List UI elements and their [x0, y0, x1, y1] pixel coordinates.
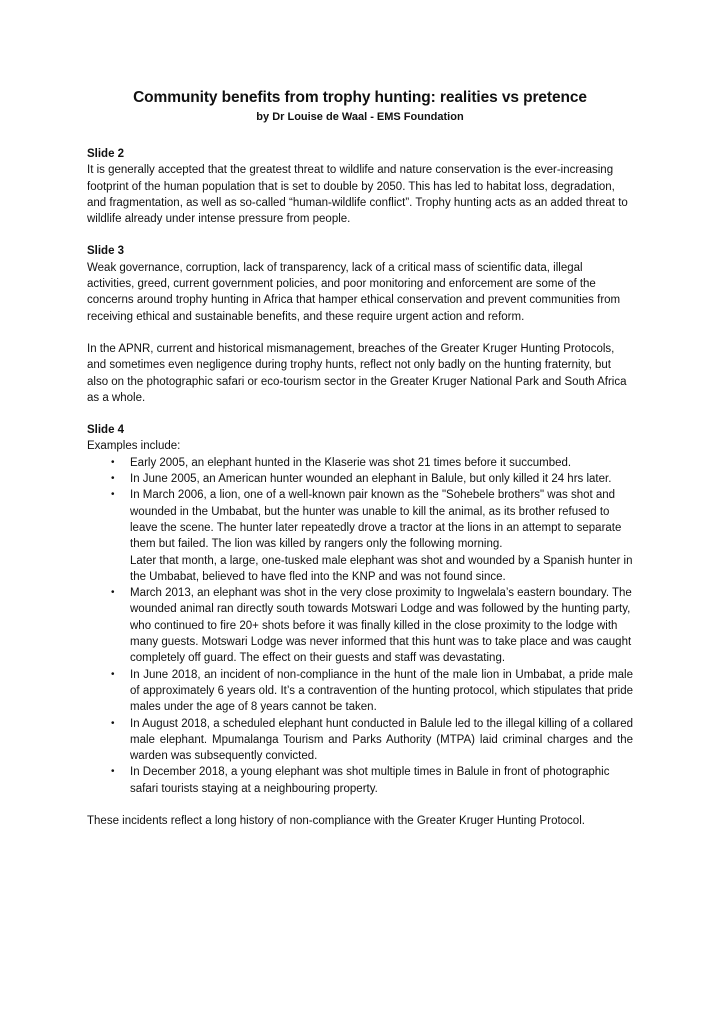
document-title: Community benefits from trophy hunting: realities vs pretence [133, 89, 587, 106]
slide-4-intro: Examples include: [87, 440, 181, 453]
bullet-icon: • [111, 766, 115, 778]
slide-2-heading: Slide 2 [87, 148, 125, 160]
document-byline: by Dr Louise de Waal - EMS Foundation [256, 111, 464, 123]
list-item [87, 487, 633, 585]
spacer [87, 227, 633, 243]
list-item-text: In August 2018, a scheduled elephant hunt conducted in Balule led to the illegal killing of a collared male elephant. Mpumalanga Tourism and Parks Authority (MTPA) laid criminal charges and the warden was subsequently convicted. [130, 717, 633, 763]
spacer [87, 797, 633, 813]
list-item-text: In December 2018, a young elephant was shot multiple times in Balule in front of photographic safari tourists staying at a neighbouring property. [130, 766, 610, 795]
bullet-icon: • [111, 668, 115, 680]
bullet-icon: • [111, 456, 115, 468]
list-item-text: Early 2005, an elephant hunted in the Klaserie was shot 21 times before it succumbed. [130, 456, 572, 469]
list-item [87, 585, 633, 666]
list-item-text: In March 2006, a lion, one of a well-known pair known as the "Sohebele brothers" was shot and wounded in the Umbabat, but the hunter was unable to kill the animal, as its brother refused to leave the scene. The hunter later repeatedly drove a tractor at the lions in an attempt to separate them but failed. The lion was killed by rangers only the following morning. [130, 489, 622, 551]
slide-3-heading: Slide 3 [87, 245, 125, 258]
list-item [87, 667, 633, 716]
bullet-icon: • [111, 489, 115, 501]
closing-paragraph: These incidents reflect a long history of non-compliance with the Greater Kruger Hunting Protocol. [87, 814, 585, 827]
bullet-icon: • [111, 587, 115, 599]
spacer [87, 406, 633, 422]
spacer [87, 124, 633, 146]
list-item-continuation: Later that month, a large, one-tusked male elephant was shot and wounded by a Spanish hunter in the Umbabat, believed to have fled into the KNP and was not found since. [130, 554, 633, 583]
list-item-text: In June 2005, an American hunter wounded an elephant in Balule, but only killed it 24 hrs later. [130, 473, 612, 486]
slide-3-paragraph-2: In the APNR, current and historical mismanagement, breaches of the Greater Kruger Hunting Protocols, and sometimes even negligence during trophy hunts, reflect not only badly on the hunting fraternity, but also on the photographic safari or eco-tourism sector in the Greater Kruger National Park and South Africa as a whole. [87, 342, 627, 404]
spacer [87, 325, 633, 341]
list-item [87, 716, 633, 765]
bullet-icon: • [111, 717, 115, 729]
bullet-icon: • [111, 473, 115, 485]
list-item-text: March 2013, an elephant was shot in the very close proximity to Ingwelala’s eastern boundary. The wounded animal ran directly south towards Motswari Lodge and was followed by the hunting party, who continued to fire 20+ shots before it was finally killed in the close proximity to the lodge with many guests. Motswari Lodge was never informed that this hunt was to take place and was caught completely off guard. The effect on their guests and staff was devastating. [130, 587, 632, 665]
list-item-text: In June 2018, an incident of non-compliance in the hunt of the male lion in Umbabat, a pride male of approximately 6 years old. It’s a contravention of the hunting protocol, which stipulates that pride males under the age of 8 years cannot be taken. [130, 668, 633, 714]
examples-list [87, 455, 633, 797]
list-item [87, 455, 633, 471]
list-item [87, 764, 633, 797]
slide-3-paragraph-1: Weak governance, corruption, lack of transparency, lack of a critical mass of scientific data, illegal activities, greed, current government policies, and poor monitoring and enforcement are some of the concerns around trophy hunting in Africa that hamper ethical conservation and prevent communities from receiving ethical and sustainable benefits, and these require urgent action and reform. [87, 261, 621, 323]
list-item [87, 471, 633, 487]
slide-2-paragraph: It is generally accepted that the greatest threat to wildlife and nature conservation is the ever-increasing footprint of the human population that is set to double by 2050. This has led to habitat loss, degradation, and fragmentation, as well as so-called “human-wildlife conflict”. Trophy hunting acts as an added threat to wildlife already under intense pressure from people. [87, 164, 628, 226]
document-page [87, 88, 633, 829]
slide-4-heading: Slide 4 [87, 424, 125, 437]
